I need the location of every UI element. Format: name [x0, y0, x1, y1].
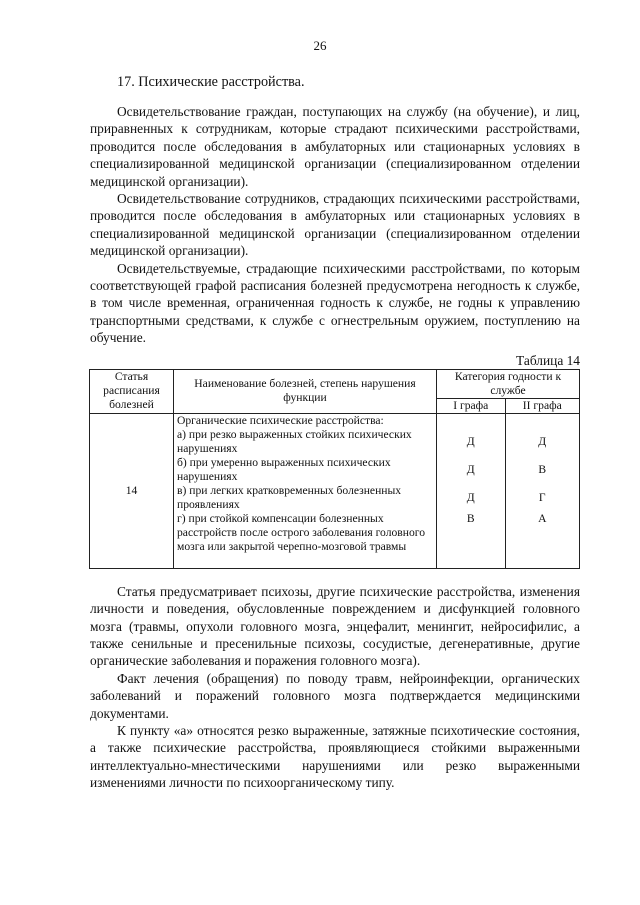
header-column-2: II графа — [505, 398, 579, 413]
header-article: Статья расписания болезней — [90, 369, 174, 413]
paragraph-article-scope: Статья предусматривает психозы, другие психические расстройства, изменения личности и поведения, обусловленные повреждением и дисфункцией головного мозга (травмы, опухоли головного мозга, энцефалит, менингит, нейросифилис, а также сенильные и пресенильные психозы, сосудистые, дегенеративные, другие органические заболевания и поражения головного мозга). — [90, 583, 580, 669]
paragraph-restrictions: Освидетельствуемые, страдающие психическими расстройствами, по которым соответствующей графой расписания болезней предусмотрена негодность к службе, в том числе временная, ограниченная годность к службе, не годны к управлению транспортными средствами, к службе с огнестрельным оружием, поступлению на обучение. — [90, 260, 580, 346]
section-heading: 17. Психические расстройства. — [117, 74, 305, 90]
grade-column-2 — [505, 413, 579, 568]
paragraph-item-a: К пункту «а» относятся резко выраженные, затяжные психотические состояния, а также психические расстройства, проявляющиеся стойкими выраженными интеллектуально-мнестическими нарушениями или резко выраженными изменениями личности по психоорганическому типу. — [90, 722, 580, 791]
table-row — [90, 413, 580, 568]
disease-group-title: Органические психические расстройства: — [177, 413, 384, 427]
disease-schedule-table — [89, 369, 580, 569]
grade-column-1 — [437, 413, 506, 568]
item-a-text: а) при резко выраженных стойких психических нарушениях — [177, 427, 412, 455]
article-number: 14 — [90, 413, 174, 568]
item-a-grade-2: Д — [538, 434, 547, 448]
paragraph-employees-examination: Освидетельствование сотрудников, страдающих психическими расстройствами, проводится после обследования в амбулаторных или стационарных условиях в специализированной медицинской организации (специализированном отделении медицинской организации). — [90, 191, 580, 259]
article-commentary — [90, 583, 580, 792]
paragraph-citizens-examination: Освидетельствование граждан, поступающих на службу (на обучение), и лиц, приравненных к сотрудникам, которые страдают психическими расстройствами, проводится после обследования в амбулаторных или стационарных условиях в специализированной медицинской организации (специализированном отделении медицинской организации). — [90, 104, 580, 189]
header-column-1: I графа — [437, 398, 506, 413]
table-header-row — [90, 369, 580, 398]
page-number: 26 — [313, 38, 327, 53]
item-v-text: в) при легких кратковременных болезненных проявлениях — [177, 483, 402, 511]
item-g-grade-1: В — [466, 511, 475, 525]
header-disease-name: Наименование болезней, степень нарушения функции — [174, 369, 437, 413]
disease-descriptions — [174, 413, 437, 568]
paragraph-treatment-fact: Факт лечения (обращения) по поводу травм, нейроинфекции, органических заболеваний и поражений головного мозга подтверждается медицинскими документами. — [90, 670, 580, 721]
item-g-grade-2: А — [538, 511, 547, 525]
item-v-grade-2: Г — [538, 490, 546, 504]
item-b-grade-1: Д — [466, 462, 475, 476]
item-a-grade-1: Д — [466, 434, 475, 448]
item-b-grade-2: В — [538, 462, 547, 476]
item-g-text: г) при стойкой компенсации болезненных расстройств после острого заболевания головного мозга или закрытой черепно-мозговой травмы — [177, 511, 426, 553]
item-v-grade-1: Д — [466, 490, 475, 504]
table-caption: Таблица 14 — [516, 352, 580, 368]
item-b-text: б) при умеренно выраженных психических нарушениях — [177, 455, 391, 483]
header-fitness-category: Категория годности к службе — [437, 369, 580, 398]
document-body — [90, 74, 580, 792]
